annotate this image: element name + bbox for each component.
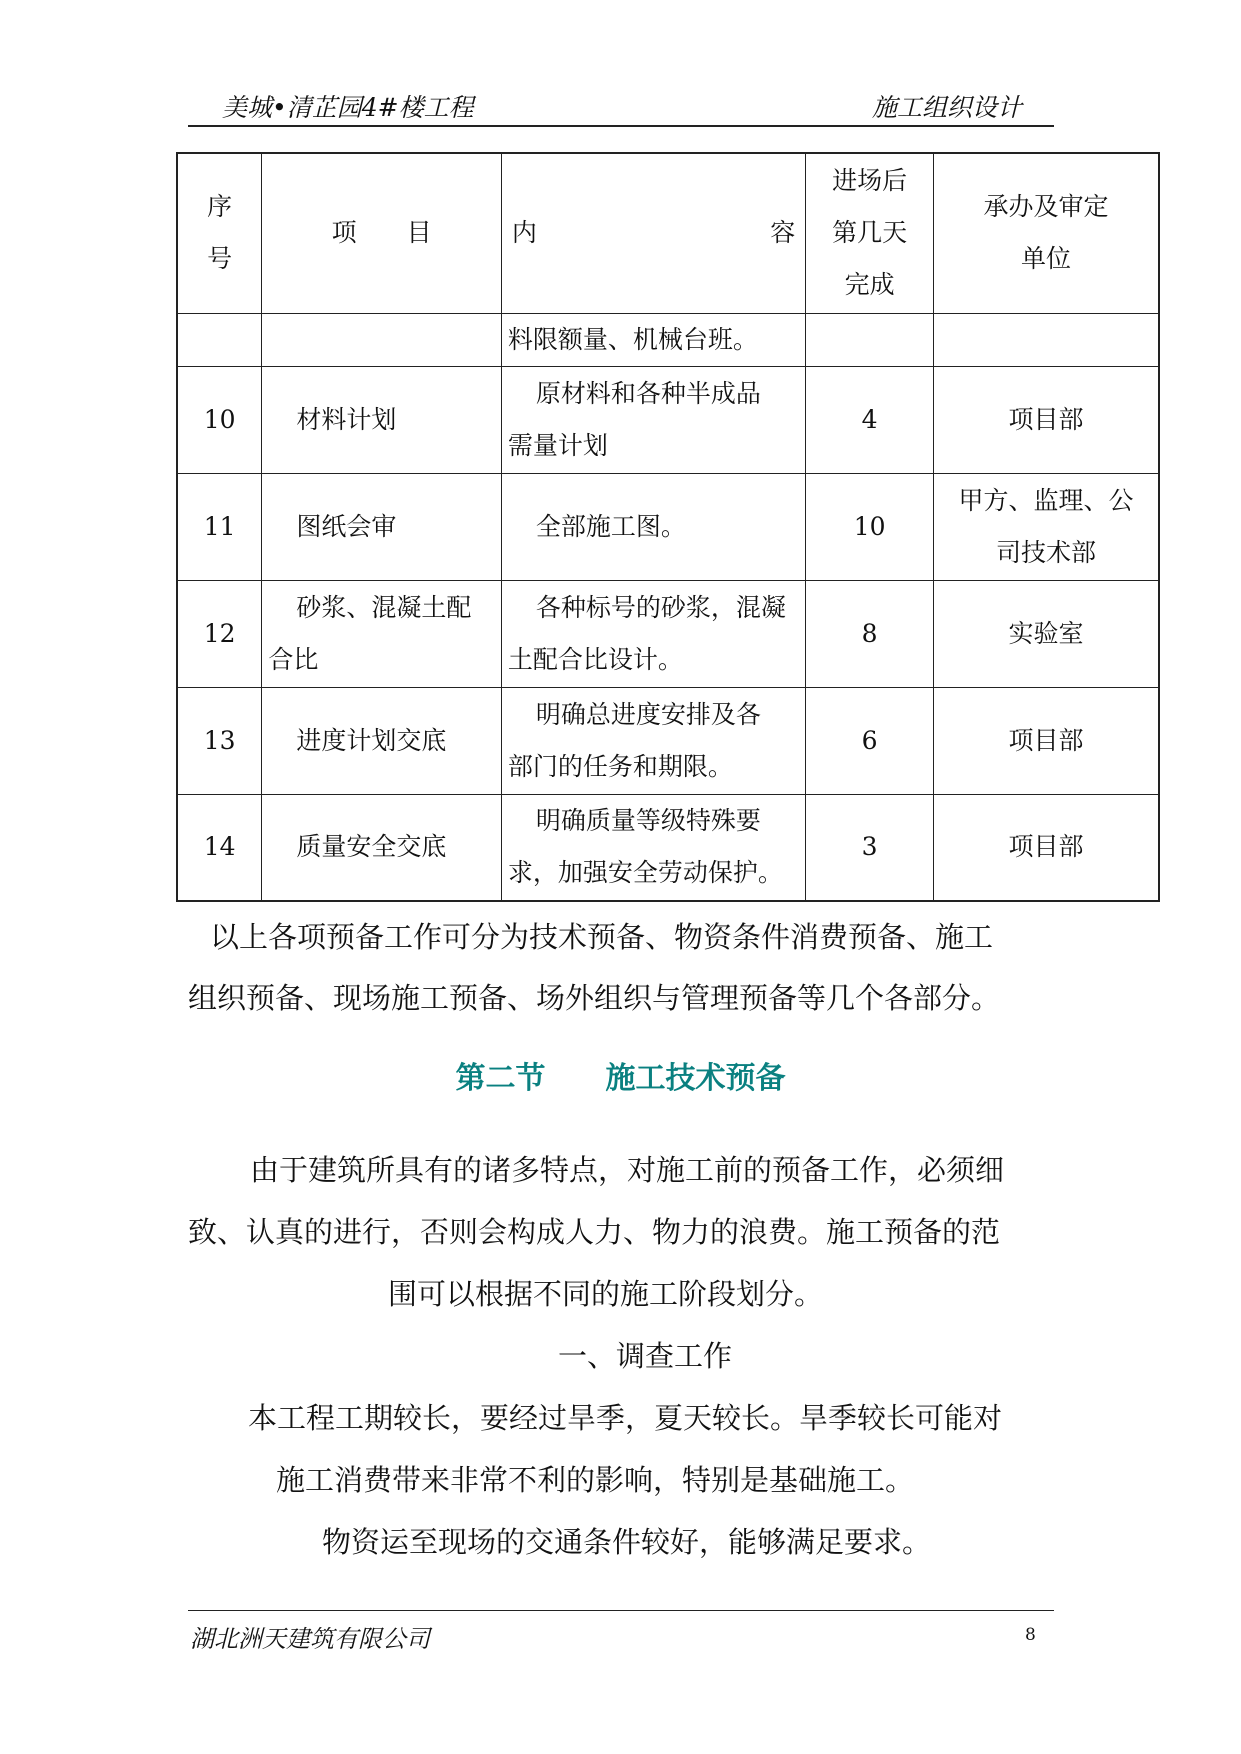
- row-content-line1: 全部施工图。: [535, 511, 686, 541]
- header-item: [262, 153, 502, 313]
- row-content-line2: 部门的任务和期限。: [507, 751, 733, 781]
- header-unit-line2: 单位: [1020, 244, 1071, 274]
- header-seq-line1: 序: [207, 192, 233, 222]
- row-item-line1: 质量安全交底: [296, 832, 447, 862]
- row-item: [262, 473, 502, 580]
- paragraph-1-line-1: 由于建筑所具有的诸多特点，对施工前的预备工作，必须细: [250, 1153, 1005, 1187]
- header-content-label-b: 容: [770, 218, 796, 248]
- row-unit: [933, 473, 1159, 580]
- row-item-line1: 材料计划: [296, 404, 397, 434]
- header-days: [806, 153, 934, 313]
- subheading-survey: 一、调查工作: [558, 1339, 733, 1373]
- row-content-line1: 明确总进度安排及各: [535, 699, 761, 729]
- row-content-line2: 土配合比设计。: [507, 644, 683, 674]
- row-unit: 项目部: [933, 687, 1159, 794]
- table-row: [177, 473, 1159, 580]
- table-row: [177, 794, 1159, 901]
- row-item-line2: 合比: [268, 644, 319, 674]
- row-content: [501, 794, 805, 901]
- section-title: 第二节 施工技术预备: [455, 1061, 786, 1096]
- footer-rule: [188, 1610, 1054, 1611]
- paragraph-1-line-2: 致、认真的进行，否则会构成人力、物力的浪费。施工预备的范: [188, 1215, 1001, 1249]
- header-document-title: 施工组织设计: [872, 93, 1023, 122]
- row-unit: 项目部: [933, 794, 1159, 901]
- footer-company: 湖北洲天建筑有限公司: [190, 1625, 430, 1653]
- row-content: [501, 366, 805, 473]
- row-seq: 14: [177, 794, 262, 901]
- header-seq: [177, 153, 262, 313]
- row-content: [501, 473, 805, 580]
- row-content-line1: 原材料和各种半成品: [535, 378, 761, 408]
- row-days: 6: [806, 687, 934, 794]
- header-rule: [188, 125, 1054, 127]
- row-unit-line1: 甲方、监理、公: [958, 485, 1134, 515]
- row-content-line2: 求，加强安全劳动保护。: [507, 858, 783, 888]
- paragraph-3: 物资运至现场的交通条件较好，能够满足要求。: [322, 1525, 932, 1559]
- row-seq: 10: [177, 366, 262, 473]
- table-row: [177, 687, 1159, 794]
- summary-line-1: 以上各项预备工作可分为技术预备、物资条件消费预备、施工: [210, 920, 994, 954]
- row-content-line1: 各种标号的砂浆，混凝: [535, 592, 786, 622]
- row-item: [262, 687, 502, 794]
- paragraph-1-line-3: 围可以根据不同的施工阶段划分。: [388, 1277, 824, 1311]
- header-unit: [933, 153, 1159, 313]
- row-seq: 13: [177, 687, 262, 794]
- row-days: 10: [806, 473, 934, 580]
- row-content-line1: 明确质量等级特殊要: [535, 806, 761, 836]
- summary-line-2: 组织预备、现场施工预备、场外组织与管理预备等几个各部分。: [188, 981, 1001, 1015]
- row-days: 4: [806, 366, 934, 473]
- row-unit-line2: 司技术部: [995, 537, 1096, 567]
- header-days-line2: 第几天: [832, 218, 908, 248]
- header-item-label: 项 目: [331, 218, 432, 248]
- row-content: [501, 580, 805, 687]
- row-content-line2: 需量计划: [507, 430, 608, 460]
- row-item-line1: 进度计划交底: [296, 725, 447, 755]
- preparation-table: [176, 152, 1160, 902]
- paragraph-2-line-1: 本工程工期较长，要经过旱季，夏天较长。旱季较长可能对: [248, 1401, 1003, 1435]
- paragraph-2-line-2: 施工消费带来非常不利的影响，特别是基础施工。: [276, 1463, 915, 1497]
- continuation-content: 料限额量、机械台班。: [501, 313, 805, 366]
- row-item: [262, 794, 502, 901]
- header-days-line1: 进场后: [832, 166, 908, 196]
- header-content-label-a: 内: [511, 218, 537, 248]
- table-row: [177, 366, 1159, 473]
- header-unit-line1: 承办及审定: [983, 192, 1109, 222]
- row-seq: 12: [177, 580, 262, 687]
- table-row-continuation: [177, 313, 1159, 366]
- header-project-title: 美城•清芷园4#楼工程: [222, 93, 474, 122]
- header-seq-line2: 号: [207, 244, 233, 274]
- header-content: [501, 153, 805, 313]
- page-number: 8: [1025, 1625, 1036, 1645]
- row-item: [262, 366, 502, 473]
- row-item-line1: 图纸会审: [296, 511, 397, 541]
- table-header-row: [177, 153, 1159, 313]
- row-content: [501, 687, 805, 794]
- row-days: 3: [806, 794, 934, 901]
- table-row: [177, 580, 1159, 687]
- row-unit: 实验室: [933, 580, 1159, 687]
- row-item: [262, 580, 502, 687]
- row-item-line1: 砂浆、混凝土配: [296, 592, 472, 622]
- row-seq: 11: [177, 473, 262, 580]
- header-days-line3: 完成: [844, 270, 895, 300]
- row-unit: 项目部: [933, 366, 1159, 473]
- row-days: 8: [806, 580, 934, 687]
